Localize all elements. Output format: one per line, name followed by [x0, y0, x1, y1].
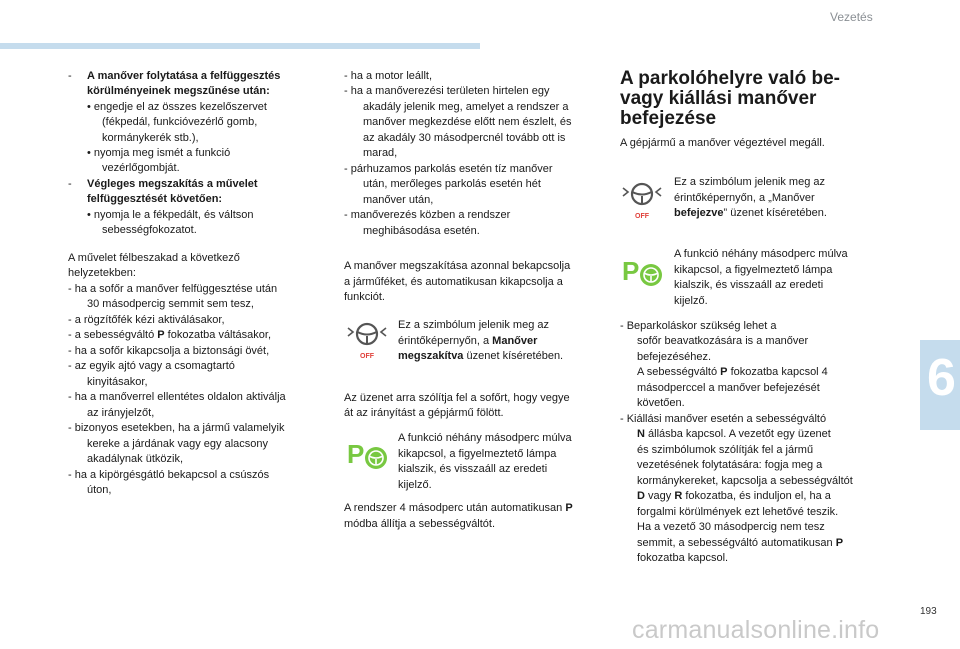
list-item-heading: Végleges megszakítás a művelet [87, 178, 258, 190]
text: fokozatba váltásakor, [164, 329, 272, 341]
text: A rendszer 4 másodperc után automatikusan [344, 502, 566, 514]
gear-letter: D [637, 490, 645, 502]
text-line: marad, [363, 147, 398, 159]
gear-letter: P [835, 537, 844, 549]
dash: - [68, 178, 72, 190]
gear-letter: P [565, 502, 573, 514]
dash: - [68, 70, 72, 82]
list-line: - ha a motor leállt, [344, 70, 433, 82]
list-line: - az egyik ajtó vagy a csomagtartó [68, 360, 235, 372]
text: fokozatba, és induljon el, ha a [682, 490, 831, 502]
list-line: - a rögzítőfék kézi aktiválásakor, [68, 314, 225, 326]
gear-letter: N [637, 428, 645, 440]
parking-letter: P [622, 256, 640, 286]
paragraph-line: A manőver megszakítása azonnal bekapcsolja [344, 260, 571, 272]
text-line: fokozatba kapcsol. [637, 552, 729, 564]
list-item-heading: felfüggesztését követően: [87, 193, 223, 205]
list-item-heading: körülményeinek megszűnése után: [87, 85, 270, 97]
paragraph-line: érintőképernyőn, a „Manőver [674, 192, 815, 204]
list-line: - ha a sofőr a manőver felfüggesztése után [68, 283, 278, 295]
text: A sebességváltó [637, 366, 721, 378]
chapter-number: 6 [927, 349, 956, 407]
text-line [637, 427, 831, 442]
text: - a sebességváltó [68, 329, 158, 341]
list-line: - Kiállási manőver esetén a sebességváltó [620, 413, 827, 425]
text-line [637, 365, 828, 380]
text: vagy [644, 490, 675, 502]
heading-line: vagy kiállási manőver [620, 88, 817, 109]
text: fokozatba kapcsol 4 [727, 366, 828, 378]
text-line: kormánykerék stb.), [102, 132, 199, 144]
parking-letter: P [347, 439, 365, 469]
paragraph-line: A funkció néhány másodperc múlva [674, 248, 848, 260]
gear-letter: P [720, 366, 728, 378]
steering-wheel-off-icon [620, 178, 664, 222]
list-line: - ha a manőverezési területen hirtelen egy [344, 85, 550, 97]
paragraph-line: helyzetekben: [68, 267, 136, 279]
list-line: - ha a sofőr kikapcsolja a biztonsági övét, [68, 345, 270, 357]
text-line: befejezéséhez. [637, 351, 711, 363]
text-line: követően. [637, 397, 685, 409]
bullet-line: • nyomja meg ismét a funkció [87, 147, 231, 159]
text-line [637, 536, 843, 551]
paragraph-line: kikapcsol, a figyelmeztető lámpa [398, 448, 557, 460]
message-text: megszakítva [398, 350, 464, 362]
gear-letter: P [157, 329, 165, 341]
paragraph-line: funkciót. [344, 291, 385, 303]
text-line: manőver megkezdése előtt nem észlelt, és [363, 116, 572, 128]
text-line: vezérlőgombját. [102, 162, 180, 174]
text-line: (fékpedál, funkcióvezérlő gomb, [102, 116, 258, 128]
message-text: Manőver [492, 335, 538, 347]
list-line [68, 328, 271, 343]
paragraph-line: A funkció néhány másodperc múlva [398, 432, 572, 444]
text-line: akadály jelenik meg, amelyet a rendszer a [363, 101, 569, 113]
paragraph-line: át az irányítást a gépjármű fölött. [344, 407, 504, 419]
paragraph-line [344, 501, 573, 516]
text-line: 30 másodpercig semmit sem tesz, [87, 298, 254, 310]
text-line: és szimbólumok szólítják fel a jármű [637, 444, 814, 456]
header-accent-bar [0, 43, 480, 49]
paragraph-line: kijelző. [674, 295, 708, 307]
chapter-tab [920, 340, 960, 430]
text-line: Ha a vezető 30 másodpercig nem tesz [637, 521, 825, 533]
text: semmit, a sebességváltó automatikusan [637, 537, 836, 549]
text-line: után, merőleges parkolás esetén hét [363, 178, 541, 190]
text-line: sofőr beavatkozására is a manőver [637, 335, 809, 347]
paragraph-line: módba állítja a sebességváltót. [344, 518, 496, 530]
text-line: kormánykereket, kapcsolja a sebességváltót [637, 475, 853, 487]
icon-off-label: OFF [360, 353, 374, 360]
paragraph-line: kikapcsol, a figyelmeztető lámpa [674, 264, 833, 276]
section-title: Vezetés [830, 10, 873, 24]
text-line: sebességfokozatot. [102, 224, 197, 236]
bullet-line: • engedje el az összes kezelőszervet [87, 101, 267, 113]
list-line: - bizonyos esetekben, ha a jármű valamelyik [68, 422, 285, 434]
park-assist-warning-icon [345, 436, 391, 476]
paragraph-line [674, 206, 827, 221]
text: érintőképernyőn, a [398, 335, 493, 347]
paragraph-line: kialszik, és visszaáll az eredeti [398, 463, 548, 475]
bullet-line: • nyomja le a fékpedált, és váltson [87, 209, 254, 221]
paragraph-line: Az üzenet arra szólítja fel a sofőrt, hogy vegye [344, 392, 570, 404]
steering-wheel-off-icon [345, 318, 389, 362]
text-line: kinyitásakor, [87, 376, 148, 388]
text-line: az irányjelzőt, [87, 407, 155, 419]
section-heading [620, 69, 840, 129]
heading-line: befejezése [620, 108, 717, 129]
list-line: - ha a kipörgésgátló bekapcsol a csúszós [68, 469, 270, 481]
paragraph-line: Ez a szimbólum jelenik meg az [674, 176, 826, 188]
paragraph-line [398, 349, 563, 364]
text: állásba kapcsol. A vezetőt egy üzenet [644, 428, 831, 440]
paragraph-line: kijelző. [398, 479, 432, 491]
list-line: - párhuzamos parkolás esetén tíz manőver [344, 163, 553, 175]
list-line: - Beparkoláskor szükség lehet a [620, 320, 777, 332]
text-line: manőver után, [363, 194, 434, 206]
message-text: befejezve [674, 207, 724, 219]
text-line: vezetésének folytatására: fogja meg a [637, 459, 823, 471]
paragraph-line: a járműféket, és automatikusan kikapcsolja a [344, 276, 563, 288]
page-number: 193 [920, 606, 937, 617]
heading-line: A parkolóhelyre való be- [620, 68, 840, 89]
list-line: - ha a manőverrel ellentétes oldalon aktiválja [68, 391, 286, 403]
paragraph-line [398, 334, 537, 349]
paragraph-line: A gépjármű a manőver végeztével megáll. [620, 137, 825, 149]
park-assist-warning-icon [620, 253, 666, 293]
text-line: meghibásodása esetén. [363, 225, 480, 237]
text-line: úton, [87, 484, 112, 496]
watermark: carmanualsonline.info [632, 616, 880, 644]
icon-off-label: OFF [635, 213, 649, 220]
list-item-heading: A manőver folytatása a felfüggesztés [87, 70, 281, 82]
paragraph-line: A művelet félbeszakad a következő [68, 252, 240, 264]
paragraph-line: Ez a szimbólum jelenik meg az [398, 319, 550, 331]
gear-letter: R [674, 490, 683, 502]
text: üzenet kíséretében. [463, 350, 564, 362]
text-line: kereke a járdának vagy egy alacsony [87, 438, 268, 450]
text: ” üzenet kíséretében. [723, 207, 827, 219]
text-line: forgalmi körülmények ezt lehetővé teszik. [637, 506, 839, 518]
text-line: akadálynak ütközik, [87, 453, 183, 465]
list-line: - manőverezés közben a rendszer [344, 209, 511, 221]
text-line: másodperccel a manőver befejezését [637, 382, 820, 394]
paragraph-line: kialszik, és visszaáll az eredeti [674, 279, 824, 291]
text-line: az akadály 30 másodpercnél tovább ott is [363, 132, 566, 144]
text-line [637, 489, 831, 504]
